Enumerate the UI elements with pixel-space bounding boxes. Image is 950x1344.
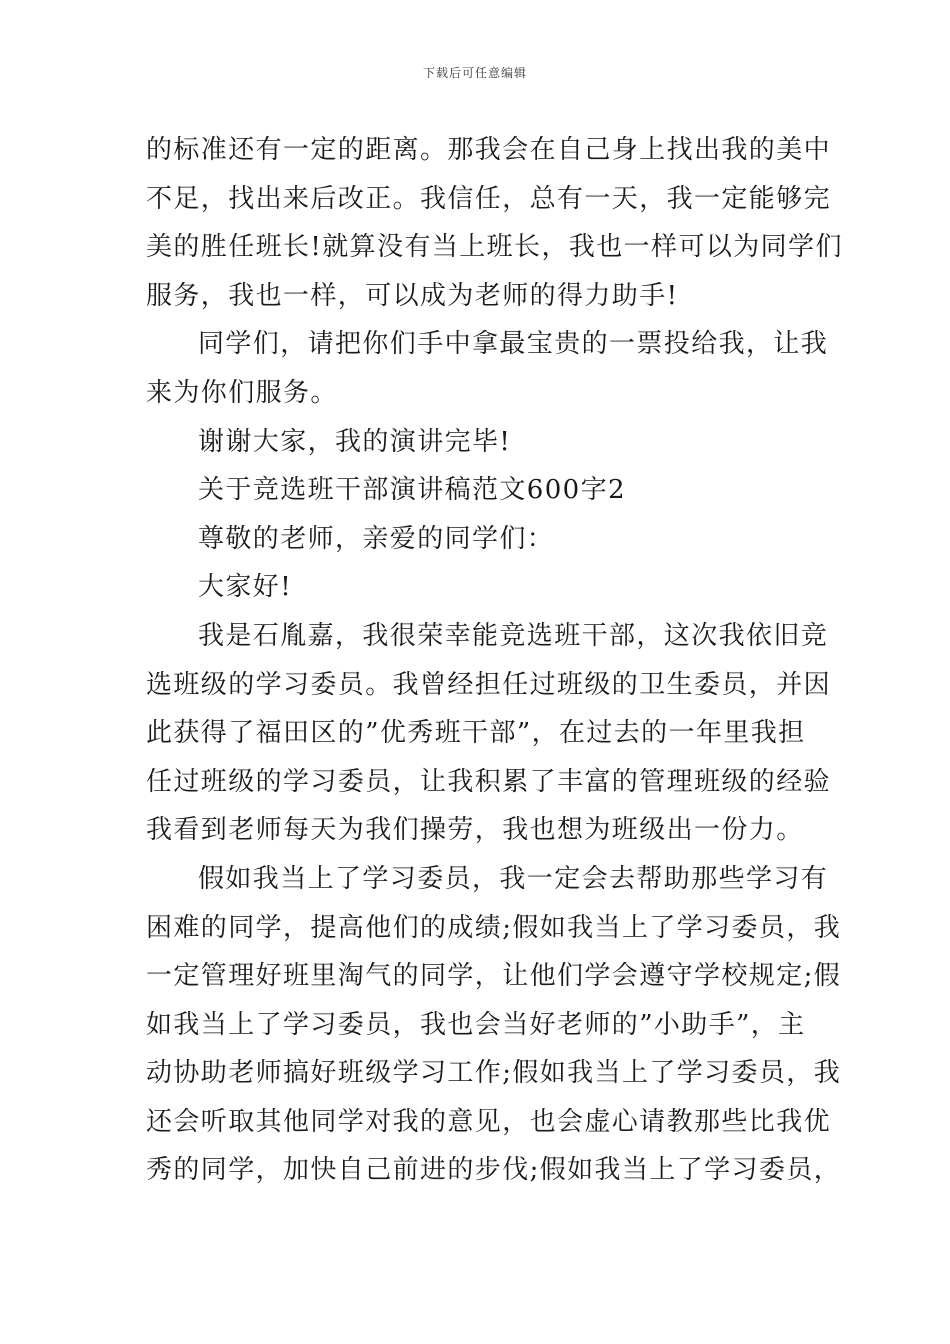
text-line: 一定管理好班里淘气的同学，让他们学会遵守学校规定;假 <box>146 961 842 992</box>
text-line: 还会听取其他同学对我的意见，也会虚心请教那些比我优 <box>146 1106 832 1137</box>
text-line: 假如我当上了学习委员，我一定会去帮助那些学习有 <box>198 863 829 894</box>
document-body <box>146 126 843 1195</box>
section-title <box>146 466 806 515</box>
text-line: 此获得了福田区的”优秀班干部”，在过去的一年里我担 <box>146 718 806 749</box>
text-line: 的标准还有一定的距离。那我会在自己身上找出我的美中 <box>146 135 832 165</box>
salutation <box>146 515 806 564</box>
paragraph-7 <box>146 612 832 855</box>
paragraph-3 <box>146 418 806 467</box>
paragraph-8 <box>146 855 842 1195</box>
text-line: 如我当上了学习委员，我也会当好老师的”小助手”，主 <box>146 1009 806 1040</box>
text-line: 大家好! <box>198 572 293 603</box>
text-line: 我是石胤嘉，我很荣幸能竞选班干部，这次我依旧竞 <box>198 620 829 651</box>
text-line: 困难的同学，提高他们的成绩;假如我当上了学习委员，我 <box>146 912 842 943</box>
text-line: 我看到老师每天为我们操劳，我也想为班级出一份力。 <box>146 815 804 846</box>
text-line: 动协助老师搞好班级学习工作;假如我当上了学习委员，我 <box>146 1058 842 1089</box>
text-line: 来为你们服务。 <box>146 377 338 408</box>
text-line: 尊敬的老师，亲爱的同学们： <box>198 523 555 554</box>
page-header: 下载后可任意编辑 <box>422 66 527 80</box>
text-line: 服务，我也一样，可以成为老师的得力助手! <box>146 280 679 311</box>
text-line: 选班级的学习委员。我曾经担任过班级的卫生委员，并因 <box>146 669 832 700</box>
text-line: 秀的同学，加快自己前进的步伐;假如我当上了学习委员， <box>146 1155 842 1186</box>
text-line: 同学们，请把你们手中拿最宝贵的一票投给我，让我 <box>198 329 829 360</box>
text-line: 任过班级的学习委员，让我积累了丰富的管理班级的经验 <box>146 766 832 797</box>
greeting <box>146 563 806 612</box>
paragraph-1 <box>146 126 843 320</box>
text-line: 美的胜任班长!就算没有当上班长，我也一样可以为同学们 <box>146 232 843 263</box>
paragraph-2 <box>146 320 829 417</box>
text-line: 关于竞选班干部演讲稿范文600字2 <box>198 475 626 506</box>
text-line: 谢谢大家，我的演讲完毕! <box>198 426 512 457</box>
text-line: 不足，找出来后改正。我信任，总有一天，我一定能够完 <box>146 183 832 214</box>
